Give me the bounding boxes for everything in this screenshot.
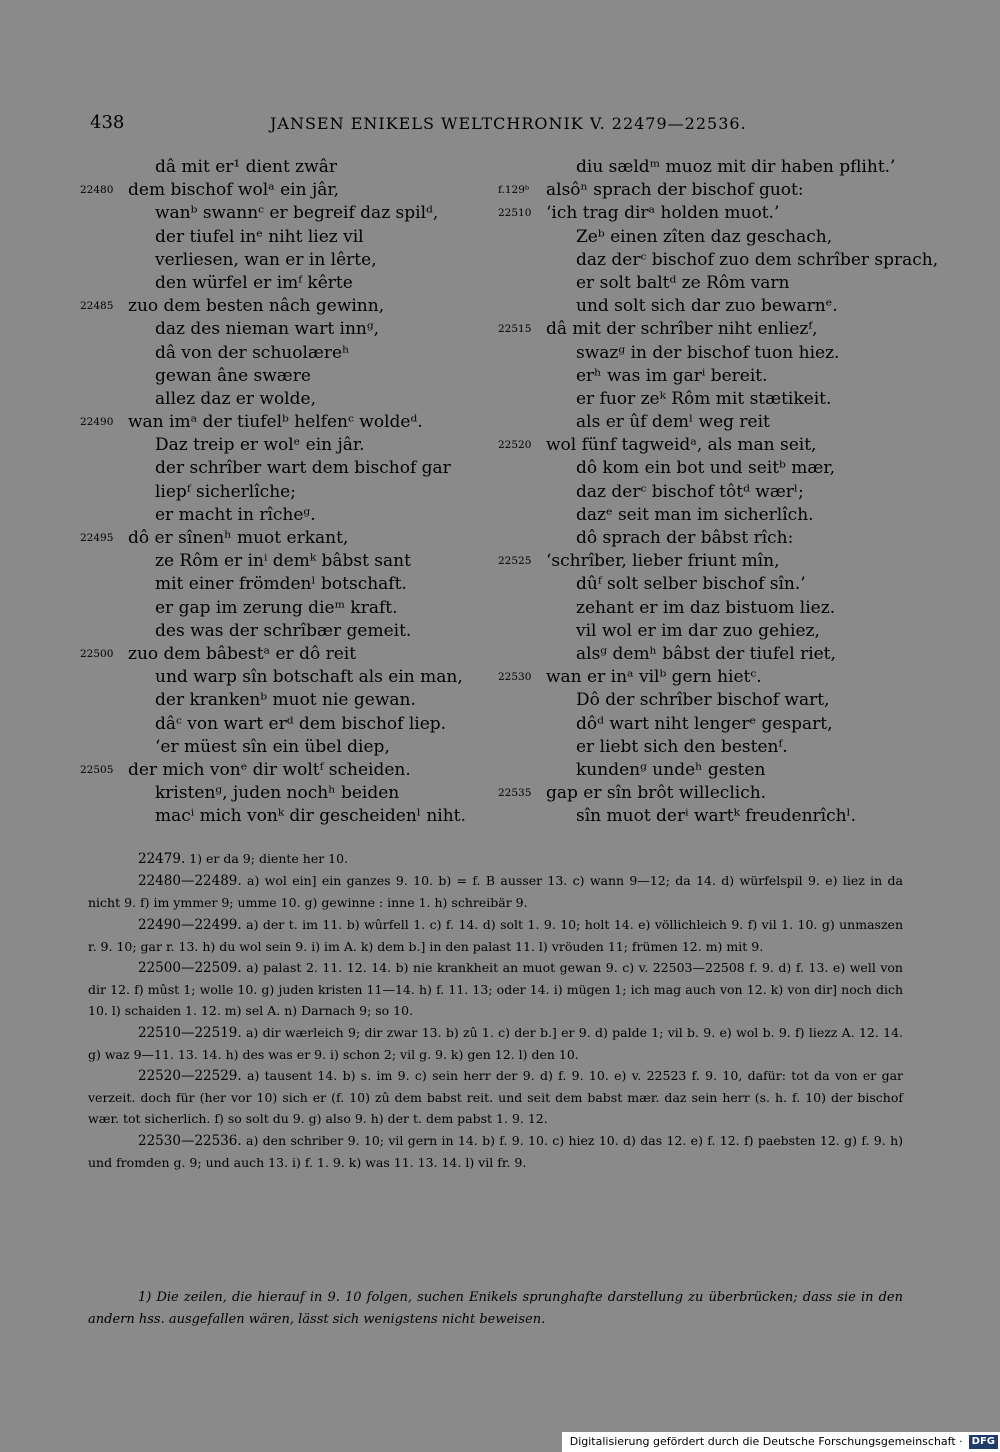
verse-line xyxy=(80,689,520,712)
verse-line xyxy=(80,550,520,573)
line-number: 22495 xyxy=(80,532,114,544)
line-text: Daz treip er wolᵉ ein jâr. xyxy=(155,435,365,456)
line-text: zuo dem bâbestᵃ er dô reit xyxy=(128,643,357,664)
verse-line xyxy=(80,202,520,225)
verse-column-right xyxy=(498,156,939,828)
line-number: 22490 xyxy=(80,416,114,429)
footer-text: Digitalisierung gefördert durch die Deutsche Forschungsgemeinschaft · xyxy=(569,1435,963,1448)
line-text: dâ von der schuolæreʰ xyxy=(155,342,350,363)
line-text: dô er sînenʰ muot erkant, xyxy=(128,528,349,548)
line-number: 22535 xyxy=(498,787,532,800)
verse-line xyxy=(498,573,918,596)
verse-line xyxy=(80,759,520,782)
dfg-logo: DFG xyxy=(969,1435,998,1449)
line-number: 22520 xyxy=(498,439,532,452)
line-text: er macht in rîcheᵍ. xyxy=(155,504,316,525)
line-number: 22480 xyxy=(80,184,114,197)
line-number: 22500 xyxy=(80,647,114,660)
verse-line xyxy=(498,759,918,782)
note-paragraph xyxy=(88,957,903,1022)
line-text: er gap im zerung dieᵐ kraft. xyxy=(155,597,398,618)
note-range: 22500—22509. xyxy=(138,960,242,977)
verse-line xyxy=(80,504,520,527)
line-number: 22505 xyxy=(80,763,114,776)
verse-line xyxy=(80,666,520,689)
note-text: a) palast 2. 11. 12. 14. b) nie krankheit an muot gewan 9. c) v. 22503—22508 f. 9. d) f. 13. e) well von dir 12. f) mûst 1; wolle 10. g) juden kristen 11—14. h) f. 11. 13; oder 14. i) mügen 1; ich mag auch von 12. k) von dir] noch dich 10. l) schaiden 1. 12. m) sel A. n) Darnach 9; so 10. xyxy=(88,960,903,1019)
verse-line xyxy=(498,481,918,504)
running-title: JANSEN ENIKELS WELTCHRONIK V. 22479—22536. xyxy=(270,114,747,133)
verse-line xyxy=(498,434,918,457)
line-text: dem bischof wolᵃ ein jâr, xyxy=(128,180,340,201)
verse-line xyxy=(80,457,520,480)
line-text: vil wol er im dar zuo gehiez, xyxy=(576,620,820,641)
verse-line xyxy=(498,550,918,573)
verse-line xyxy=(80,388,520,411)
line-text: Zeᵇ einen zîten daz geschach, xyxy=(576,226,833,247)
verse-line xyxy=(498,365,918,388)
note-paragraph xyxy=(88,870,903,913)
note-paragraph xyxy=(88,1130,903,1173)
verse-line xyxy=(80,782,520,805)
line-text: alsôⁿ sprach der bischof guot: xyxy=(546,180,804,201)
line-text: gewan âne swære xyxy=(155,365,311,386)
verse-line xyxy=(498,504,918,527)
verse-line xyxy=(80,643,520,666)
note-range: 22520—22529. xyxy=(138,1068,242,1085)
verse-line xyxy=(498,388,918,411)
verse-line xyxy=(80,573,520,596)
line-text: als er ûf demˡ weg reit xyxy=(576,412,770,433)
line-text: dô kom ein bot und seitᵇ mær, xyxy=(576,458,835,479)
line-text: dazᵉ seit man im sicherlîch. xyxy=(576,504,814,525)
line-text: der schrîber wart dem bischof gar xyxy=(155,458,451,479)
note-text: a) den schriber 9. 10; vil gern in 14. b) f. 9. 10. c) hiez 10. d) das 12. e) f. 12. f) paebsten 12. g) f. 9. h) und fromden g. 9; und auch 13. i) f. 1. 9. k) was 11. 13. 14. l) vil fr. 9. xyxy=(88,1132,903,1170)
verse-line xyxy=(498,318,918,341)
note-text: a) der t. im 11. b) wûrfell 1. c) f. 14. d) solt 1. 9. 10; holt 14. e) völlichleich 9. f) vil 1. 10. g) unmaszen r. 9. 10; gar r. 13. h) du wol sein 9. i) im A. k) dem b.] in den palast 11. l) vröuden 11; frümen 12. m) mit 9. xyxy=(88,916,903,954)
verse-line xyxy=(498,411,918,434)
line-text: wanᵇ swannᶜ er begreif daz spilᵈ, xyxy=(155,203,439,224)
verse-line xyxy=(80,597,520,620)
verse-line xyxy=(80,295,520,318)
note-text: 1) er da 9; diente her 10. xyxy=(185,851,349,866)
verse-line xyxy=(498,643,918,666)
note-paragraph xyxy=(88,1065,903,1130)
digitization-footer xyxy=(562,1432,1000,1452)
verse-line xyxy=(498,272,918,295)
line-text: daz derᶜ bischof tôtᵈ wærˡ; xyxy=(576,481,804,502)
verse-line xyxy=(498,226,918,249)
verse-line xyxy=(498,620,918,643)
line-text: dâᶜ von wart erᵈ dem bischof liep. xyxy=(155,713,447,734)
verse-line xyxy=(498,782,918,805)
page-header xyxy=(90,112,900,138)
verse-line xyxy=(80,434,520,457)
verse-line xyxy=(80,713,520,736)
line-text: und solt sich dar zuo bewarnᵉ. xyxy=(576,296,838,317)
line-text: Dô der schrîber bischof wart, xyxy=(576,690,830,711)
line-text: sîn muot derⁱ wartᵏ freudenrîchˡ. xyxy=(576,806,857,827)
line-text: zehant er im daz bistuom liez. xyxy=(576,597,836,618)
line-text: zuo dem besten nâch gewinn, xyxy=(128,296,385,317)
verse-line xyxy=(80,272,520,295)
line-text: des was der schrîbær gemeit. xyxy=(155,620,412,641)
line-text: wan imᵃ der tiufelᵇ helfenᶜ woldeᵈ. xyxy=(128,412,423,433)
line-text: gap er sîn brôt willeclich. xyxy=(546,783,767,804)
line-text: wol fünf tagweidᵃ, als man seit, xyxy=(546,435,817,456)
line-text: alsᵍ demʰ bâbst der tiufel riet, xyxy=(576,643,836,664)
line-text: mit einer frömdenˡ botschaft. xyxy=(155,574,407,595)
note-text: a) wol ein] ein ganzes 9. 10. b) = f. B ausser 13. c) wann 9—12; da 14. d) würfelspil 9. e) liez in da nicht 9. f) im ymmer 9; umme 10. g) gewinne : inne 1. h) schreibär 9. xyxy=(88,873,903,911)
verse-line xyxy=(498,805,918,828)
line-text: allez daz er wolde, xyxy=(155,388,316,409)
note-text: a) tausent 14. b) s. im 9. c) sein herr der 9. d) f. 9. 10. e) v. 22523 f. 9. 10, dafür: tot da von er gar verzeit. doch für (her vor 10) sich er (f. 10) zû dem babst reit. und seit dem babst mær. daz sein herr (s. h. f. 10) der bischof wær. tot sicherlich. f) so solt du 9. g) also 9. h) der t. dem pabst 1. 9. 12. xyxy=(88,1068,903,1127)
line-text: daz des nieman wart innᵍ, xyxy=(155,319,380,340)
note-paragraph xyxy=(88,914,903,957)
apparatus-notes xyxy=(88,848,903,1173)
line-text: swazᵍ in der bischof tuon hiez. xyxy=(576,342,840,363)
note-paragraph xyxy=(88,1022,903,1065)
line-number: 22485 xyxy=(80,300,114,313)
line-text: ‘er müest sîn ein übel diep, xyxy=(155,736,390,757)
line-text: der krankenᵇ muot nie gewan. xyxy=(155,690,416,711)
verse-line xyxy=(498,249,939,272)
line-text: kristenᵍ, juden nochʰ beiden xyxy=(155,783,400,804)
line-text: erʰ was im garⁱ bereit. xyxy=(576,365,768,386)
line-text: dâ mit er¹ dient zwâr xyxy=(155,157,337,177)
verse-line xyxy=(80,226,520,249)
line-text: macⁱ mich vonᵏ dir gescheidenˡ niht. xyxy=(155,806,466,827)
line-number: f.129ᵇ xyxy=(498,184,530,197)
line-text: er liebt sich den bestenᶠ. xyxy=(576,736,788,757)
line-text: dûᶠ solt selber bischof sîn.’ xyxy=(576,574,806,595)
note-range: 22479. xyxy=(138,851,186,867)
line-text: und warp sîn botschaft als ein man, xyxy=(155,667,463,688)
line-number: 22510 xyxy=(498,207,532,220)
verse-line xyxy=(80,318,520,341)
line-text: kundenᵍ undeʰ gesten xyxy=(576,759,766,780)
verse-line xyxy=(80,365,520,388)
verse-line xyxy=(80,805,520,828)
verse-line xyxy=(80,481,520,504)
note-range: 22490—22499. xyxy=(138,916,242,933)
line-number: 22530 xyxy=(498,671,532,684)
verse-line xyxy=(498,713,918,736)
verse-line xyxy=(80,249,520,272)
verse-line xyxy=(80,736,520,759)
note-paragraph xyxy=(88,848,903,870)
page-number: 438 xyxy=(90,112,125,133)
line-number: 22515 xyxy=(498,323,532,336)
verse-line xyxy=(498,597,918,620)
verse-line xyxy=(80,620,520,643)
footnote: 1) Die zeilen, die hierauf in 9. 10 folgen, suchen Enikels sprunghafte darstellung zu überbrücken; dass sie in den andern hss. ausgefallen wären, lässt sich wenigstens nicht beweisen. xyxy=(88,1290,903,1327)
line-text: dâ mit der schrîber niht enliezᶠ, xyxy=(546,319,818,340)
verse-line xyxy=(498,202,918,225)
line-text: dô sprach der bâbst rîch: xyxy=(576,528,794,548)
line-text: der mich vonᵉ dir woltᶠ scheiden. xyxy=(128,759,411,780)
verse-line xyxy=(80,179,520,202)
verse-line xyxy=(498,457,918,480)
verse-line xyxy=(498,179,918,202)
verse-line xyxy=(498,736,918,759)
verse-column-left xyxy=(80,156,520,828)
line-text: er fuor zeᵏ Rôm mit stætikeit. xyxy=(576,388,832,409)
line-text: verliesen, wan er in lêrte, xyxy=(155,249,377,270)
note-range: 22510—22519. xyxy=(138,1024,242,1041)
line-text: wan er inᵃ vilᵇ gern hietᶜ. xyxy=(546,667,762,688)
note-text: a) dir wærleich 9; dir zwar 13. b) zû 1. c) der b.] er 9. d) palde 1; vil b. 9. e) wol b. 9. f) liezz A. 12. 14. g) waz 9—11. 13. 14. h) des was er 9. i) schon 2; vil g. 9. k) gen 12. l) den 10. xyxy=(88,1024,903,1062)
verse-line xyxy=(80,156,520,179)
line-text: daz derᶜ bischof zuo dem schrîber sprach, xyxy=(576,249,939,270)
line-text: ‘schrîber, lieber friunt mîn, xyxy=(546,551,780,572)
line-text: ‘ich trag dirᵃ holden muot.’ xyxy=(546,203,780,224)
verse-line xyxy=(80,342,520,365)
verse-line xyxy=(498,342,918,365)
verse-line xyxy=(80,527,520,550)
verse-line xyxy=(498,156,918,179)
line-text: der tiufel inᵉ niht liez vil xyxy=(155,226,364,247)
note-range: 22480—22489. xyxy=(138,873,242,890)
line-text: diu sældᵐ muoz mit dir haben pfliht.’ xyxy=(576,157,896,177)
verse-line xyxy=(498,689,918,712)
line-text: liepᶠ sicherlîche; xyxy=(155,481,296,502)
line-text: den würfel er imᶠ kêrte xyxy=(155,272,353,293)
line-text: er solt baltᵈ ze Rôm varn xyxy=(576,272,790,293)
verse-line xyxy=(498,295,918,318)
note-range: 22530—22536. xyxy=(138,1132,242,1149)
verse-line xyxy=(80,411,520,434)
line-number: 22525 xyxy=(498,555,532,568)
verse-line xyxy=(498,666,918,689)
verse-line xyxy=(498,527,918,550)
line-text: dôᵈ wart niht lengerᵉ gespart, xyxy=(576,713,833,734)
line-text: ze Rôm er inⁱ demᵏ bâbst sant xyxy=(155,551,411,572)
